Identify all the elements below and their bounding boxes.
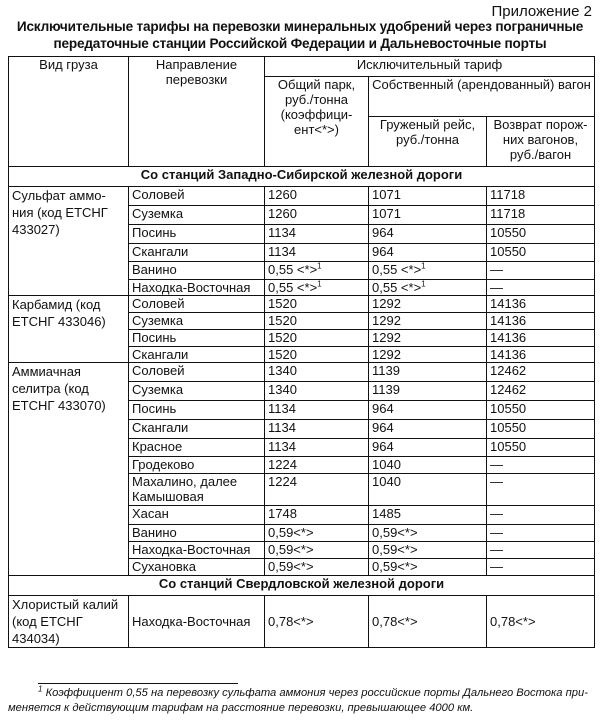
general-tariff-cell <box>265 280 369 296</box>
general-tariff-cell <box>265 559 369 576</box>
header-general-park: Общий парк, руб./тонна (коэффици-ент<*>) <box>265 77 369 167</box>
empty-return-cell <box>487 439 595 457</box>
empty-return-cell-value: 11718 <box>490 206 526 221</box>
empty-return-cell <box>487 313 595 330</box>
section-title: Со станций Западно-Сибирской железной дороги <box>9 167 595 187</box>
loaded-trip-cell-value: 1292 <box>372 296 401 311</box>
loaded-trip-cell <box>369 506 487 525</box>
direction-cell: Скангали <box>129 420 265 439</box>
header-tariff: Исключительный тариф <box>265 57 595 77</box>
loaded-trip-cell <box>369 206 487 225</box>
header-own-wagon: Собственный (арендованный) вагон <box>369 77 595 117</box>
direction-cell: Красное <box>129 439 265 457</box>
general-tariff-cell <box>265 542 369 559</box>
direction-cell: Хасан <box>129 506 265 525</box>
empty-return-cell <box>487 225 595 244</box>
footnote <box>8 686 594 716</box>
loaded-trip-cell-value: 1139 <box>372 382 400 397</box>
general-tariff-cell <box>265 439 369 457</box>
empty-return-cell <box>487 262 595 280</box>
section-row <box>9 576 595 596</box>
loaded-trip-cell <box>369 225 487 244</box>
empty-return-cell-value: — <box>490 559 503 574</box>
empty-return-cell <box>487 596 595 648</box>
loaded-trip-cell <box>369 439 487 457</box>
loaded-trip-cell <box>369 559 487 576</box>
empty-return-cell-value: — <box>490 525 503 540</box>
loaded-trip-cell <box>369 296 487 313</box>
general-tariff-cell-value: 1224 <box>268 457 297 472</box>
loaded-trip-cell <box>369 330 487 347</box>
general-tariff-cell <box>265 474 369 506</box>
loaded-trip-cell-value: 0,55 <*> <box>372 262 422 277</box>
loaded-trip-cell-value: 1139 <box>372 363 400 378</box>
general-tariff-cell-value: 0,78<*> <box>268 614 314 629</box>
loaded-trip-cell-value: 0,59<*> <box>372 525 418 540</box>
empty-return-cell <box>487 382 595 401</box>
loaded-trip-cell <box>369 542 487 559</box>
general-tariff-cell-value: 0,55 <*> <box>268 280 318 295</box>
header-cargo: Вид груза <box>9 57 129 167</box>
general-tariff-cell-value: 1134 <box>268 401 296 416</box>
empty-return-cell-value: 0,78<*> <box>490 614 536 629</box>
loaded-trip-cell-value: 964 <box>372 439 394 454</box>
loaded-trip-cell-value: 1485 <box>372 506 401 521</box>
direction-cell: Скангали <box>129 347 265 363</box>
empty-return-cell-value: 12462 <box>490 382 527 397</box>
cargo-cell: Сульфат аммо-ния (код ЕТСНГ 433027) <box>9 187 129 296</box>
direction-cell: Суземка <box>129 382 265 401</box>
cargo-cell: Хлористый калий (код ЕТСНГ 434034) <box>9 596 129 648</box>
direction-cell: Суземка <box>129 313 265 330</box>
direction-cell: Ванино <box>129 262 265 280</box>
empty-return-cell <box>487 280 595 296</box>
footnote-ref: 1 <box>421 279 426 289</box>
header-direction: Направление перевозки <box>129 57 265 167</box>
empty-return-cell-value: — <box>490 542 503 557</box>
empty-return-cell-value: 14136 <box>490 313 527 328</box>
general-tariff-cell <box>265 506 369 525</box>
direction-cell: Махалино, далее Камышовая <box>129 474 265 506</box>
general-tariff-cell-value: 1748 <box>268 506 297 521</box>
direction-cell: Соловей <box>129 363 265 382</box>
empty-return-cell <box>487 347 595 363</box>
loaded-trip-cell <box>369 347 487 363</box>
empty-return-cell <box>487 244 595 262</box>
loaded-trip-cell-value: 1071 <box>372 206 401 221</box>
loaded-trip-cell <box>369 280 487 296</box>
general-tariff-cell <box>265 401 369 420</box>
empty-return-cell <box>487 474 595 506</box>
general-tariff-cell <box>265 382 369 401</box>
direction-cell: Скангали <box>129 244 265 262</box>
footnote-ref: 1 <box>317 261 322 271</box>
loaded-trip-cell <box>369 420 487 439</box>
table-row <box>9 187 595 206</box>
general-tariff-cell <box>265 225 369 244</box>
empty-return-cell-value: 14136 <box>490 347 527 362</box>
table-row <box>9 363 595 382</box>
general-tariff-cell-value: 1134 <box>268 420 296 435</box>
general-tariff-cell-value: 1340 <box>268 363 297 378</box>
header-empty-return: Возврат порож-них вагонов, руб./вагон <box>487 117 595 167</box>
general-tariff-cell <box>265 420 369 439</box>
section-row <box>9 167 595 187</box>
general-tariff-cell-value: 1520 <box>268 347 297 362</box>
loaded-trip-cell <box>369 187 487 206</box>
footnote-ref: 1 <box>421 261 426 271</box>
header-loaded-trip: Груженый рейс, руб./тонна <box>369 117 487 167</box>
loaded-trip-cell-value: 0,59<*> <box>372 559 418 574</box>
direction-cell: Находка-Восточная <box>129 542 265 559</box>
loaded-trip-cell-value: 964 <box>372 420 394 435</box>
direction-cell: Ванино <box>129 525 265 542</box>
general-tariff-cell-value: 0,59<*> <box>268 525 314 540</box>
general-tariff-cell <box>265 596 369 648</box>
empty-return-cell-value: — <box>490 474 503 489</box>
table-row <box>9 296 595 313</box>
loaded-trip-cell <box>369 401 487 420</box>
empty-return-cell <box>487 420 595 439</box>
general-tariff-cell <box>265 244 369 262</box>
general-tariff-cell-value: 1224 <box>268 474 297 489</box>
loaded-trip-cell <box>369 596 487 648</box>
general-tariff-cell-value: 1520 <box>268 296 297 311</box>
loaded-trip-cell-value: 1292 <box>372 313 401 328</box>
general-tariff-cell <box>265 187 369 206</box>
loaded-trip-cell-value: 1292 <box>372 330 401 345</box>
general-tariff-cell-value: 0,59<*> <box>268 542 314 557</box>
direction-cell: Находка-Восточная <box>129 280 265 296</box>
loaded-trip-cell <box>369 457 487 474</box>
empty-return-cell-value: 10550 <box>490 401 527 416</box>
loaded-trip-cell <box>369 363 487 382</box>
empty-return-cell <box>487 559 595 576</box>
loaded-trip-cell-value: 1040 <box>372 474 401 489</box>
direction-cell: Соловей <box>129 187 265 206</box>
loaded-trip-cell <box>369 382 487 401</box>
direction-cell: Посинь <box>129 330 265 347</box>
empty-return-cell <box>487 363 595 382</box>
loaded-trip-cell-value: 1040 <box>372 457 401 472</box>
general-tariff-cell-value: 0,55 <*> <box>268 262 318 277</box>
direction-cell: Гродеково <box>129 457 265 474</box>
direction-cell: Суземка <box>129 206 265 225</box>
empty-return-cell-value: 12462 <box>490 363 527 378</box>
empty-return-cell-value: 10550 <box>490 225 527 240</box>
general-tariff-cell-value: 1260 <box>268 206 297 221</box>
loaded-trip-cell-value: 0,59<*> <box>372 542 418 557</box>
empty-return-cell-value: 11718 <box>490 187 526 202</box>
empty-return-cell-value: — <box>490 457 503 472</box>
footnote-mark: 1 <box>38 684 43 694</box>
loaded-trip-cell <box>369 262 487 280</box>
general-tariff-cell <box>265 363 369 382</box>
empty-return-cell <box>487 506 595 525</box>
general-tariff-cell <box>265 313 369 330</box>
empty-return-cell-value: 10550 <box>490 244 527 259</box>
empty-return-cell <box>487 401 595 420</box>
general-tariff-cell-value: 1134 <box>268 244 296 259</box>
loaded-trip-cell-value: 964 <box>372 225 394 240</box>
empty-return-cell-value: — <box>490 280 503 295</box>
empty-return-cell <box>487 330 595 347</box>
empty-return-cell <box>487 457 595 474</box>
general-tariff-cell-value: 1520 <box>268 330 297 345</box>
cargo-cell: Аммиачная селитра (код ЕТСНГ 433070) <box>9 363 129 576</box>
general-tariff-cell <box>265 330 369 347</box>
empty-return-cell <box>487 525 595 542</box>
footnote-text: Коэффициент 0,55 на перевозку сульфата аммония через российские порты Дальнего Востока при-меняется к действующим тарифам на расстояние перевозки, превышающее 4000 км. <box>8 687 588 714</box>
loaded-trip-cell-value: 0,78<*> <box>372 614 418 629</box>
loaded-trip-cell-value: 0,55 <*> <box>372 280 422 295</box>
direction-cell: Сухановка <box>129 559 265 576</box>
general-tariff-cell <box>265 206 369 225</box>
general-tariff-cell <box>265 296 369 313</box>
general-tariff-cell <box>265 347 369 363</box>
loaded-trip-cell <box>369 244 487 262</box>
footnote-ref: 1 <box>317 279 322 289</box>
direction-cell: Посинь <box>129 225 265 244</box>
footnote-divider <box>38 683 238 684</box>
general-tariff-cell <box>265 457 369 474</box>
loaded-trip-cell-value: 964 <box>372 244 394 259</box>
empty-return-cell-value: 10550 <box>490 439 527 454</box>
empty-return-cell-value: — <box>490 262 503 277</box>
loaded-trip-cell <box>369 525 487 542</box>
general-tariff-cell-value: 1134 <box>268 439 296 454</box>
loaded-trip-cell <box>369 474 487 506</box>
loaded-trip-cell-value: 1292 <box>372 347 401 362</box>
loaded-trip-cell-value: 1071 <box>372 187 401 202</box>
empty-return-cell-value: 14136 <box>490 330 527 345</box>
direction-cell: Соловей <box>129 296 265 313</box>
appendix-label: Приложение 2 <box>491 3 592 20</box>
loaded-trip-cell <box>369 313 487 330</box>
general-tariff-cell <box>265 525 369 542</box>
general-tariff-cell-value: 1520 <box>268 313 297 328</box>
empty-return-cell-value: — <box>490 506 503 521</box>
empty-return-cell <box>487 296 595 313</box>
empty-return-cell <box>487 542 595 559</box>
general-tariff-cell-value: 0,59<*> <box>268 559 314 574</box>
loaded-trip-cell-value: 964 <box>372 401 394 416</box>
general-tariff-cell-value: 1340 <box>268 382 297 397</box>
empty-return-cell <box>487 187 595 206</box>
table-row <box>9 596 595 648</box>
empty-return-cell-value: 10550 <box>490 420 527 435</box>
table-body <box>9 167 595 648</box>
section-title: Со станций Свердловской железной дороги <box>9 576 595 596</box>
empty-return-cell <box>487 206 595 225</box>
document-title: Исключительные тарифы на перевозки минеральных удобрений через пограничные передаточные станции Российской Федерации и Дальневосточные порты <box>16 19 584 51</box>
tariff-table <box>8 56 595 648</box>
general-tariff-cell-value: 1134 <box>268 225 296 240</box>
direction-cell: Находка-Восточная <box>129 596 265 648</box>
empty-return-cell-value: 14136 <box>490 296 527 311</box>
cargo-cell: Карбамид (код ЕТСНГ 433046) <box>9 296 129 363</box>
general-tariff-cell-value: 1260 <box>268 187 297 202</box>
direction-cell: Посинь <box>129 401 265 420</box>
general-tariff-cell <box>265 262 369 280</box>
